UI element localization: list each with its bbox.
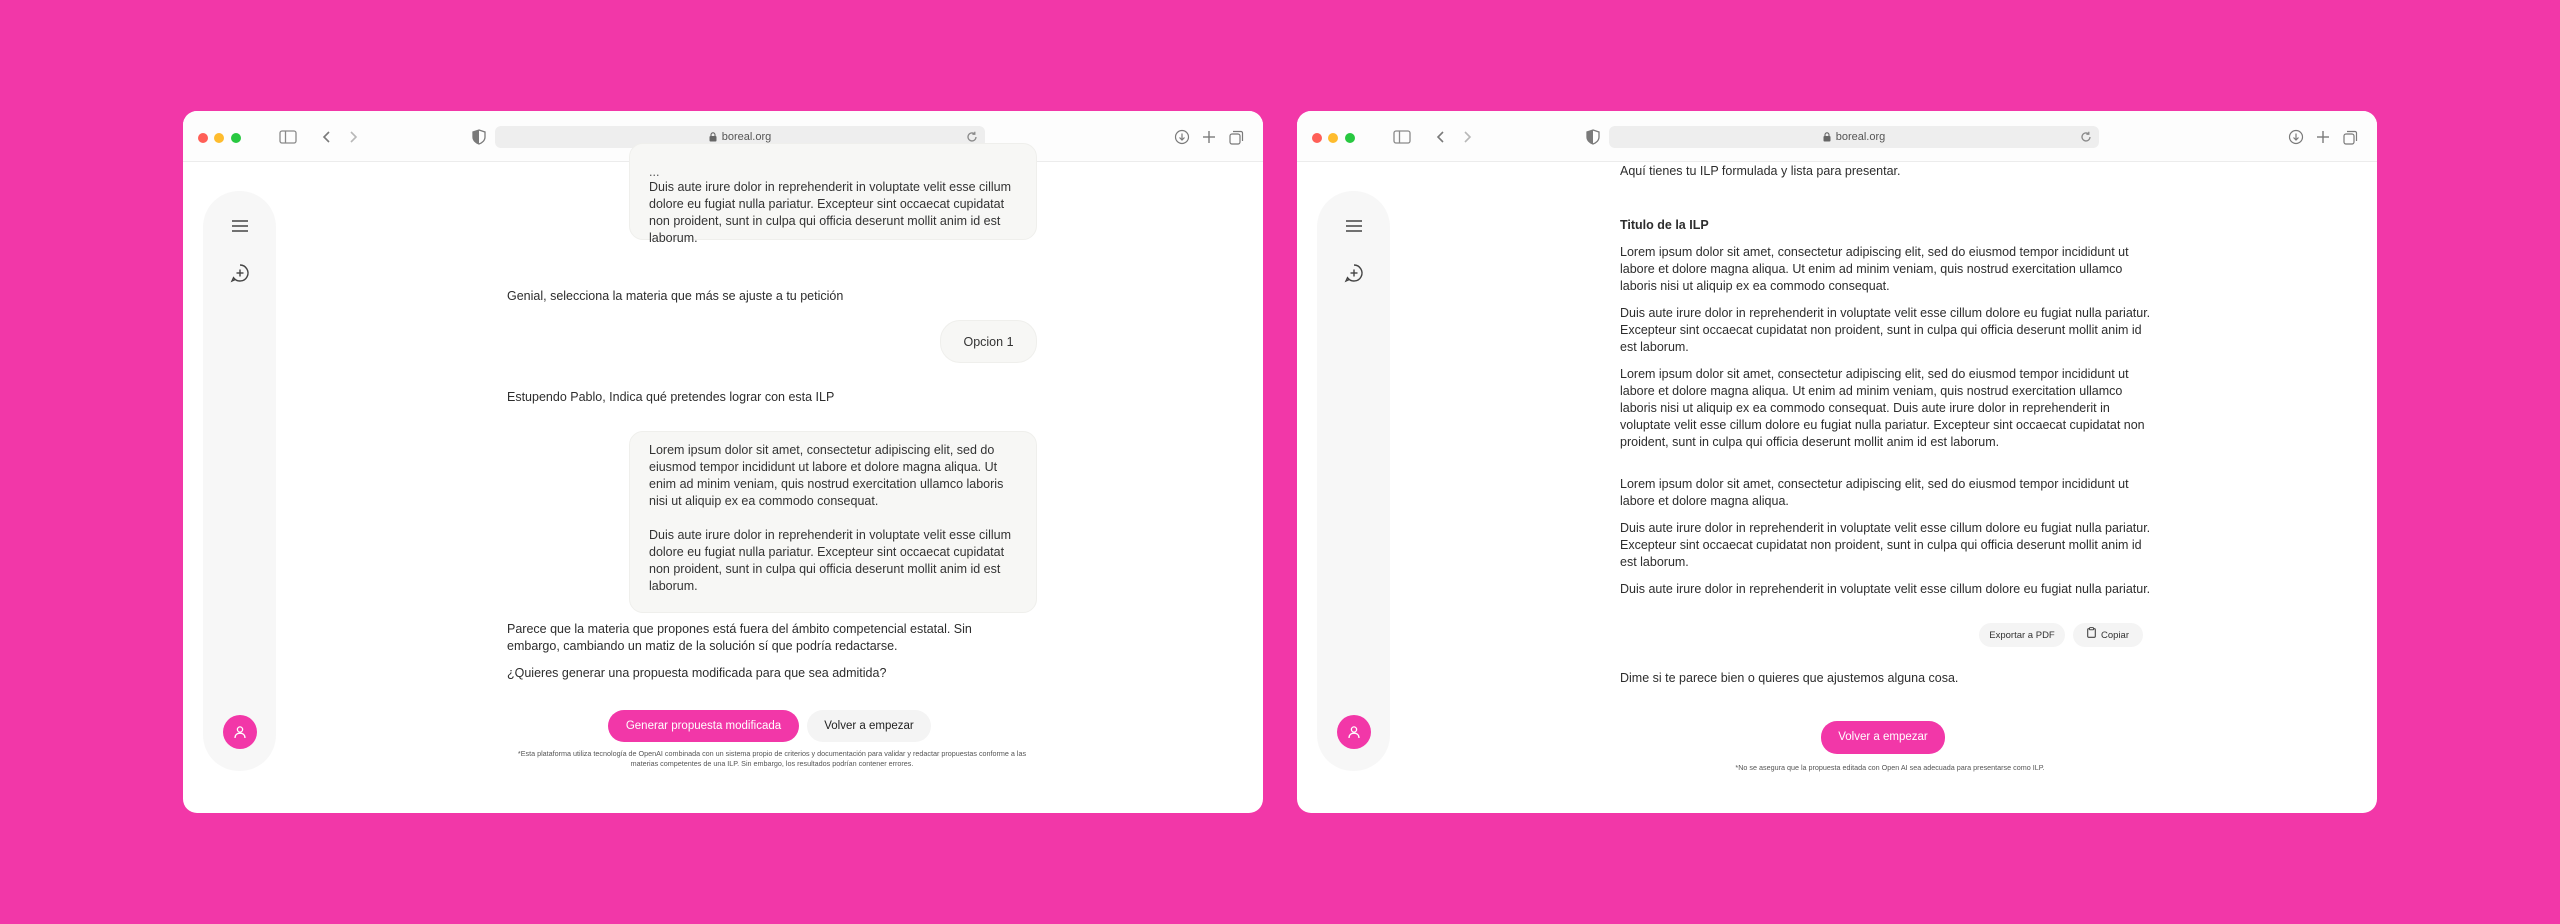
zoom-window-button[interactable] [231, 133, 241, 143]
proposal-title: Titulo de la ILP [1620, 218, 1709, 232]
privacy-shield-icon[interactable] [1583, 127, 1603, 147]
reload-icon[interactable] [2077, 128, 2095, 146]
export-pdf-label: Exportar a PDF [1989, 629, 2055, 641]
proposal-paragraph: Lorem ipsum dolor sit amet, consectetur adipiscing elit, sed do eiusmod tempor incididunt ut labore et dolore magna aliqua. Ut enim ad minim veniam, quis nostrud exercitation ullamco laboris nisi ut aliquip ex ea commodo consequat. [1620, 245, 2129, 293]
lock-icon [1823, 132, 1831, 142]
forward-icon[interactable] [1457, 127, 1477, 147]
generate-proposal-button[interactable]: Generar propuesta modificada [608, 710, 799, 742]
clipboard-icon [2087, 627, 2096, 644]
assistant-message: Parece que la materia que propones está fuera del ámbito competencial estatal. Sin embargo, cambiando un matiz de la solución sí que podría redactarse. [507, 622, 972, 653]
url-text: boreal.org [1835, 131, 1886, 143]
chat-area [1297, 163, 2377, 813]
user-message-bubble [629, 143, 1037, 245]
restart-button[interactable]: Volver a empezar [807, 710, 931, 742]
assistant-message: Dime si te parece bien o quieres que ajustemos alguna cosa. [1620, 671, 1959, 685]
assistant-message: Aquí tienes tu ILP formulada y lista para presentar. [1620, 164, 1901, 178]
browser-toolbar [1297, 111, 2377, 162]
new-tab-icon[interactable] [2313, 127, 2333, 147]
user-message-bubble [629, 431, 1037, 613]
proposal-paragraph: Duis aute irure dolor in reprehenderit in voluptate velit esse cillum dolore eu fugiat nulla pariatur. Excepteur sint occaecat cupidatat non proident, sunt in culpa qui officia deserunt mollit anim id est laborum. [1620, 306, 2151, 354]
assistant-message: Genial, selecciona la materia que más se ajuste a tu petición [507, 289, 844, 303]
message-text: Opcion 1 [963, 335, 1014, 349]
privacy-shield-icon[interactable] [469, 127, 489, 147]
zoom-window-button[interactable] [1345, 133, 1355, 143]
user-message-bubble [940, 320, 1037, 363]
back-icon[interactable] [317, 127, 337, 147]
back-icon[interactable] [1431, 127, 1451, 147]
browser-window-right [1297, 111, 2377, 813]
lock-icon [709, 132, 717, 142]
minimize-window-button[interactable] [1328, 133, 1338, 143]
forward-icon[interactable] [343, 127, 363, 147]
tab-overview-icon[interactable] [2340, 127, 2360, 147]
assistant-message: Estupendo Pablo, Indica qué pretendes lograr con esta ILP [507, 390, 835, 404]
download-icon[interactable] [1172, 127, 1192, 147]
message-text: Lorem ipsum dolor sit amet, consectetur adipiscing elit, sed do eiusmod tempor incididunt ut labore et dolore magna aliqua. Ut enim ad minim veniam, quis nostrud exercitation ullamco laboris nisi ut aliquip ex ea commodo consequat. [649, 443, 1004, 508]
minimize-window-button[interactable] [214, 133, 224, 143]
browser-window-left [183, 111, 1263, 813]
sidebar-toggle-icon[interactable] [278, 127, 298, 147]
proposal-paragraph: Duis aute irure dolor in reprehenderit in voluptate velit esse cillum dolore eu fugiat nulla pariatur. [1620, 582, 2151, 596]
address-bar[interactable] [1609, 126, 2099, 148]
export-pdf-button[interactable] [1979, 623, 2065, 647]
tab-overview-icon[interactable] [1226, 127, 1246, 147]
chat-area [183, 163, 1263, 813]
disclaimer: *Esta plataforma utiliza tecnología de OpenAI combinada con un sistema propio de criterios y documentación para validar y redactar propuestas conforme a las materias competentes de una ILP. Sin embargo, los resultados podrían contener errores. [517, 749, 1027, 768]
new-tab-icon[interactable] [1199, 127, 1219, 147]
sidebar-toggle-icon[interactable] [1392, 127, 1412, 147]
restart-button[interactable]: Volver a empezar [1821, 721, 1945, 754]
message-text: Duis aute irure dolor in reprehenderit in voluptate velit esse cillum dolore eu fugiat nulla pariatur. Excepteur sint occaecat cupidatat non proident, sunt in culpa qui officia deserunt mollit anim id est laborum. [649, 528, 1011, 593]
copy-label: Copiar [2101, 629, 2129, 641]
proposal-paragraph: Duis aute irure dolor in reprehenderit in voluptate velit esse cillum dolore eu fugiat nulla pariatur. Excepteur sint occaecat cupidatat non proident, sunt in culpa qui officia deserunt mollit anim id est laborum. [1620, 521, 2151, 569]
copy-button[interactable] [2073, 623, 2143, 647]
proposal-paragraph: Lorem ipsum dolor sit amet, consectetur adipiscing elit, sed do eiusmod tempor incididunt ut labore et dolore magna aliqua. [1620, 477, 2129, 508]
message-text-partial: ... [649, 165, 660, 179]
proposal-paragraph: Lorem ipsum dolor sit amet, consectetur adipiscing elit, sed do eiusmod tempor incididunt ut labore et dolore magna aliqua. Ut enim ad minim veniam, quis nostrud exercitation ullamco laboris nisi ut aliquip ex ea commodo consequat. Duis aute irure dolor in reprehenderit in voluptate velit esse cillum dolore eu fugiat nulla pariatur. Excepteur sint occaecat cupidatat non proident, sunt in culpa qui officia deserunt mollit anim id est laborum. [1620, 367, 2145, 449]
message-text: Duis aute irure dolor in reprehenderit in voluptate velit esse cillum dolore eu fugiat nulla pariatur. Excepteur sint occaecat cupidatat non proident, sunt in culpa qui officia deserunt mollit anim id est laborum. [649, 180, 1011, 245]
download-icon[interactable] [2286, 127, 2306, 147]
url-text: boreal.org [721, 131, 772, 143]
disclaimer: *No se asegura que la propuesta editada con Open AI sea adecuada para presentarse como ILP. [1735, 763, 2045, 772]
close-window-button[interactable] [198, 133, 208, 143]
close-window-button[interactable] [1312, 133, 1322, 143]
assistant-message: ¿Quieres generar una propuesta modificada para que sea admitida? [507, 666, 887, 680]
